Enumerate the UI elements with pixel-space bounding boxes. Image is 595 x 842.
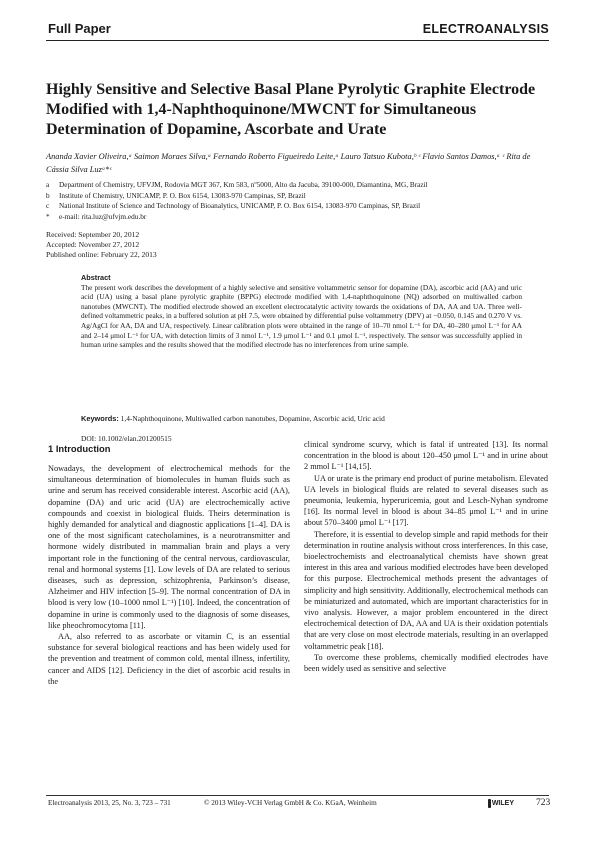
affiliation-text: Department of Chemistry, UFVJM, Rodovia MGT 367, Km 583, nº5000, Alto da Jacuba, 39100-000, Diamantina, MG, Brazil (59, 180, 428, 189)
affiliation-mark: * (46, 211, 50, 221)
email-text: e-mail: rita.luz@ufvjm.edu.br (59, 211, 147, 221)
paragraph: clinical syndrome scurvy, which is fatal if untreated [13]. Its normal concentration in the blood is about 120–450 μmol L⁻¹ and in urine about 2 mmol L⁻¹ [14,15]. (304, 440, 548, 472)
keywords-heading: Keywords: (81, 414, 119, 423)
paragraph: Therefore, it is essential to develop simple and rapid methods for their determination in routine analysis without cross interferences. In this case, bioelectrochemists and electroanalytical chemists have shown great interest in this area and various modified electrodes have been developed for this purpose. Electrochemical methods present the advantages of simplicity and high sensitivity. Additionally, electrochemical methods can be miniaturized and automated, which are important characteristics for in vivo analysis. However, a major problem encountered in the direct electrochemical detection of DA, AA and UA is their oxidation potentials that are very close on most electrode materials, resulting in an overlapped voltammetric peak [18]. (304, 529, 548, 651)
affiliation-mark: c (46, 201, 50, 210)
abstract (81, 273, 522, 350)
page-number: 723 (536, 798, 551, 808)
section-label: Full Paper (48, 21, 111, 36)
publisher-logo-text: WILEY (491, 799, 514, 807)
article-dates (46, 230, 157, 260)
author-list: Ananda Xavier Oliveira,ᵃ Saimon Moraes Silva,ᵃ Fernando Roberto Figueiredo Leite,ᵃ Lauro Tatsuo Kubota,ᵇ ᶜ Flavio Santos Damos,ᵃ ᶜ Rita de Cássia Silva Luzᵃ*ᶜ (46, 152, 531, 174)
publisher-logo (488, 797, 514, 809)
doi: DOI: 10.1002/elan.201200515 (81, 434, 172, 443)
paragraph: To overcome these problems, chemically modified electrodes have been widely used as sensitive and selective (304, 652, 548, 674)
article-title: Highly Sensitive and Selective Basal Plane Pyrolytic Graphite Electrode Modified with 1,4-Naphthoquinone/MWCNT for Simultaneous Determination of Dopamine, Ascorbate and Urate (46, 81, 536, 138)
affiliation-b (46, 191, 555, 202)
affiliation-a (46, 180, 555, 191)
paragraph: AA, also referred to as ascorbate or vitamin C, is an essential substance for several biological reactions and has been widely used for the prevention and treatment of common cold, mental illness, infertility, cancer and AIDS [12]. Deficiency in the diet of ascorbic acid results in the (48, 632, 290, 686)
header-divider (46, 40, 549, 41)
footer-divider (46, 795, 549, 796)
affiliations (46, 180, 555, 222)
corresponding-email (46, 212, 555, 223)
affiliation-text: Institute of Chemistry, UNICAMP, P. O. Box 6154, 13083-970 Campinas, SP, Brazil (59, 190, 306, 200)
section-heading: 1 Introduction (48, 443, 111, 454)
published-date: Published online: February 22, 2013 (46, 250, 157, 259)
body-column-left (48, 463, 290, 687)
keywords (81, 414, 522, 424)
accepted-date: Accepted: November 27, 2012 (46, 240, 140, 249)
affiliation-mark: a (46, 180, 50, 189)
abstract-text: The present work describes the development of a highly selective and sensitive voltammetric sensor for dopamine (DA), ascorbic acid (AA) and uric acid (UA) using a basal plane pyrolytic graphite (BPPG) electrode modified with 1,4-naphthoquinone (NQ) adsorbed on multiwalled carbon nanotubes (MWCNT). The modified electrode showed an excellent electrocatalytic activity towards the oxidations of DA, AA and UA. Three well-defined voltammetric peaks, in a buffered solution at pH 7.5, were obtained by differential pulse voltammetry (DPV) at −0.050, 0.145 and 0.270 V vs. Ag/AgCl for AA, DA and UA, respectively. Linear calibration plots were obtained in the range of 10–70 nmol L⁻¹ for DA, 40–280 μmol L⁻¹ for AA and 2–14 μmol L⁻¹ for UA, with detection limits of 3 nmol L⁻¹, 1.9 μmol L⁻¹ and 0.1 μmol L⁻¹, respectively. The sensor was successfully applied in human urine samples and the results showed that the modified electrode has no interferences from urine sample. (81, 282, 522, 350)
journal-name: ELECTROANALYSIS (422, 22, 549, 36)
affiliation-text: National Institute of Science and Technology of Bioanalytics, UNICAMP, P. O. Box 6154, 13083-970 Campinas, SP, Brazil (59, 201, 421, 210)
paragraph: UA or urate is the primary end product of purine metabolism. Elevated UA levels in biological fluids are related to several diseases such as pneumonia, leukemia, hyperuricemia, gout and Lesch-Nyhan syndrome [16]. Its normal level in blood is about 34–85 μmol L⁻¹ and in urine about 570–3400 μmol L⁻¹ [17]. (304, 473, 548, 528)
citation: Electroanalysis 2013, 25, No. 3, 723 – 731 (48, 799, 171, 807)
copyright: © 2013 Wiley-VCH Verlag GmbH & Co. KGaA, Weinheim (204, 799, 377, 807)
affiliation-mark: b (46, 190, 50, 200)
abstract-heading: Abstract (81, 273, 111, 282)
keywords-text: 1,4-Naphthoquinone, Multiwalled carbon nanotubes, Dopamine, Ascorbic acid, Uric acid (120, 414, 385, 423)
paragraph: Nowadays, the development of electrochemical methods for the simultaneous determination of biomolecules in human fluids such as urine and serum has received considerable interest. Ascorbic acid (AA), dopamine (DA) and uric acid (UA) are electrochemically active compounds and coexist in biological fluids. Theirs determination is highly demanded for analytical and diagnostic applications [1–4]. DA is one of the most significant catecholamines, is a neurotransmitter and hormone widely distributed in mammalian brain and plays a very important role in the functioning of the central nervous, cardiovascular, renal and hormonal systems [1]. Low levels of DA are related to serious diseases, such as depression, schizophrenia, Parkinson’s disease, Alzheimer and HIV infection [5–9]. The normal concentration of DA in blood is very low (10–1000 nmol L⁻¹) [10]. Indeed, the concentration of dopamine in urine is commonly used to the diagnosis of some diseases, like pheochromocytoma [11]. (48, 464, 290, 630)
received-date: Received: September 20, 2012 (46, 230, 140, 239)
wiley-logo-icon (488, 799, 491, 808)
affiliation-c (46, 201, 555, 212)
body-column-right (304, 439, 548, 674)
